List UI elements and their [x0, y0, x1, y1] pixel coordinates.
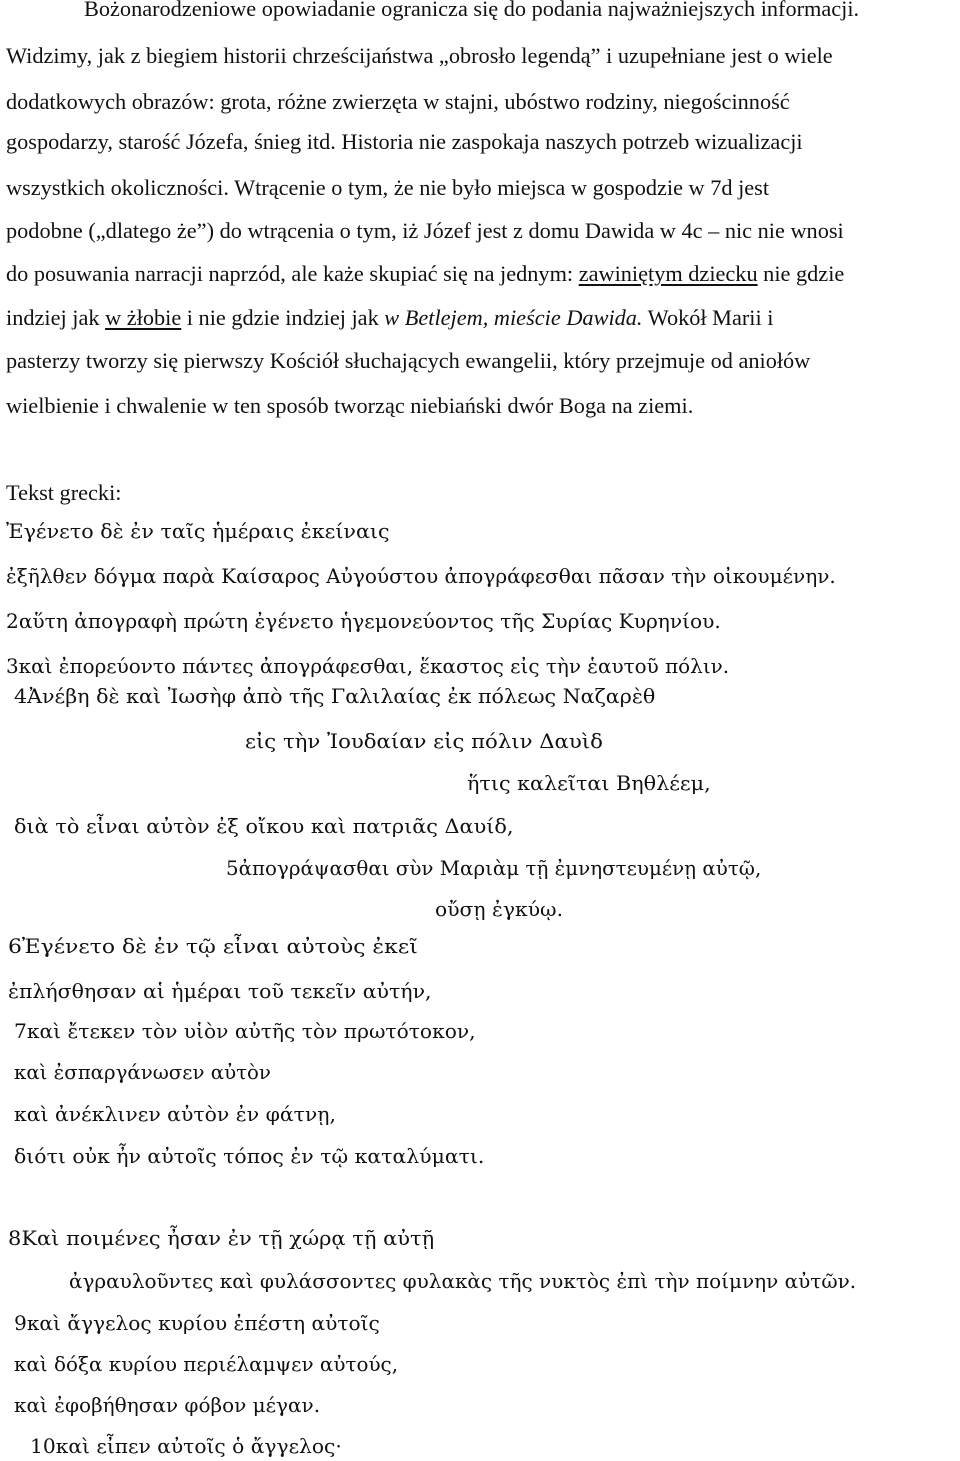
paragraph-line: Bożonarodzeniowe opowiadanie ogranicza się do podania najważniejszych informacji. [84, 0, 860, 21]
paragraph-line: dodatkowych obrazów: grota, różne zwierzęta w stajni, ubóstwo rodziny, niegościnność [6, 89, 790, 114]
greek-line: οὔσῃ ἐγκύῳ. [435, 898, 564, 921]
greek-line: καὶ ἐσπαργάνωσεν αὐτὸν [14, 1061, 271, 1084]
paragraph-text: nie gdzie [757, 261, 845, 286]
paragraph-line [6, 303, 773, 333]
greek-line: καὶ δόξα κυρίου περιέλαμψεν αὐτούς, [14, 1353, 399, 1376]
paragraph-line: gospodarzy, starość Józefa, śnieg itd. Historia nie zaspokaja naszych potrzeb wizualizacji [6, 129, 803, 154]
paragraph-line: wszystkich okoliczności. Wtrącenie o tym, że nie było miejsca w gospodzie w 7d jest [6, 175, 770, 200]
paragraph-text: Wokół Marii i [642, 305, 774, 330]
greek-line: 6Ἐγένετο δὲ ἐν τῷ εἶναι αὐτοὺς ἐκεῖ [8, 935, 418, 958]
underlined-phrase: zawiniętym dziecku [578, 261, 758, 286]
greek-line: 4Ἀνέβη δὲ καὶ Ἰωσὴφ ἀπὸ τῆς Γαλιλαίας ἐκ πόλεως Ναζαρὲθ [14, 685, 656, 708]
paragraph-line: Widzimy, jak z biegiem historii chrześcijaństwa „obrosło legendą” i uzupełniane jest o wiele [6, 43, 833, 68]
greek-line: καὶ ἀνέκλινεν αὐτὸν ἐν φάτνῃ, [14, 1103, 336, 1126]
greek-line: διότι οὐκ ἦν αὐτοῖς τόπος ἐν τῷ καταλύματι. [14, 1145, 485, 1168]
greek-line: ἀγραυλοῦντες καὶ φυλάσσοντες φυλακὰς τῆς νυκτὸς ἐπὶ τὴν ποίμνην αὐτῶν. [69, 1270, 857, 1293]
paragraph-line: pasterzy tworzy się pierwszy Kościół słuchających ewangelii, który przejmuje od aniołów [6, 348, 811, 373]
greek-line: ἐξῆλθεν δόγμα παρὰ Καίσαρος Αὐγούστου ἀπογράφεσθαι πᾶσαν τὴν οἰκουμένην. [6, 565, 836, 588]
paragraph-text: i nie gdzie indziej jak [181, 305, 385, 330]
paragraph-line [6, 259, 844, 289]
greek-line: 5ἀπογράψασθαι σὺν Μαριὰμ τῇ ἐμνηστευμένῃ αὐτῷ, [226, 857, 762, 880]
greek-line: 9καὶ ἄγγελος κυρίου ἐπέστη αὐτοῖς [14, 1312, 380, 1335]
paragraph-line: podobne („dlatego że”) do wtrącenia o tym, iż Józef jest z domu Dawida w 4c – nic nie wnosi [6, 218, 844, 243]
greek-line: 10καὶ εἶπεν αὐτοῖς ὁ ἄγγελος· [30, 1435, 342, 1458]
greek-line: 8Καὶ ποιμένες ἦσαν ἐν τῇ χώρᾳ τῇ αὐτῇ [8, 1227, 435, 1250]
underlined-phrase: w żłobie [105, 305, 182, 330]
greek-line: 2αὕτη ἀπογραφὴ πρώτη ἐγένετο ἡγεμονεύοντος τῆς Συρίας Κυρηνίου. [6, 610, 721, 633]
greek-line: 3καὶ ἐπορεύοντο πάντες ἀπογράφεσθαι, ἕκαστος εἰς τὴν ἑαυτοῦ πόλιν. [6, 655, 730, 678]
greek-line: ἐπλήσθησαν αἱ ἡμέραι τοῦ τεκεῖν αὐτήν, [8, 980, 432, 1003]
greek-line: 7καὶ ἔτεκεν τὸν υἱὸν αὐτῆς τὸν πρωτότοκον, [14, 1020, 476, 1043]
paragraph-text: indziej jak [6, 305, 106, 330]
italic-phrase: w Betlejem, mieście Dawida. [384, 305, 643, 330]
greek-line: Ἐγένετο δὲ ἐν ταῖς ἡμέραις ἐκείναις [6, 520, 390, 543]
greek-line: διὰ τὸ εἶναι αὐτὸν ἐξ οἴκου καὶ πατριᾶς Δαυίδ, [14, 815, 514, 838]
greek-line: εἰς τὴν Ἰουδαίαν εἰς πόλιν Δαυὶδ [245, 730, 603, 753]
greek-line: ἥτις καλεῖται Βηθλέεμ, [467, 772, 711, 795]
greek-line: καὶ ἐφοβήθησαν φόβον μέγαν. [14, 1394, 321, 1417]
greek-text-heading: Tekst grecki: [6, 480, 122, 505]
paragraph-line: wielbienie i chwalenie w ten sposób tworząc niebiański dwór Boga na ziemi. [6, 393, 694, 418]
paragraph-text: do posuwania narracji naprzód, ale każe skupiać się na jednym: [6, 261, 579, 286]
